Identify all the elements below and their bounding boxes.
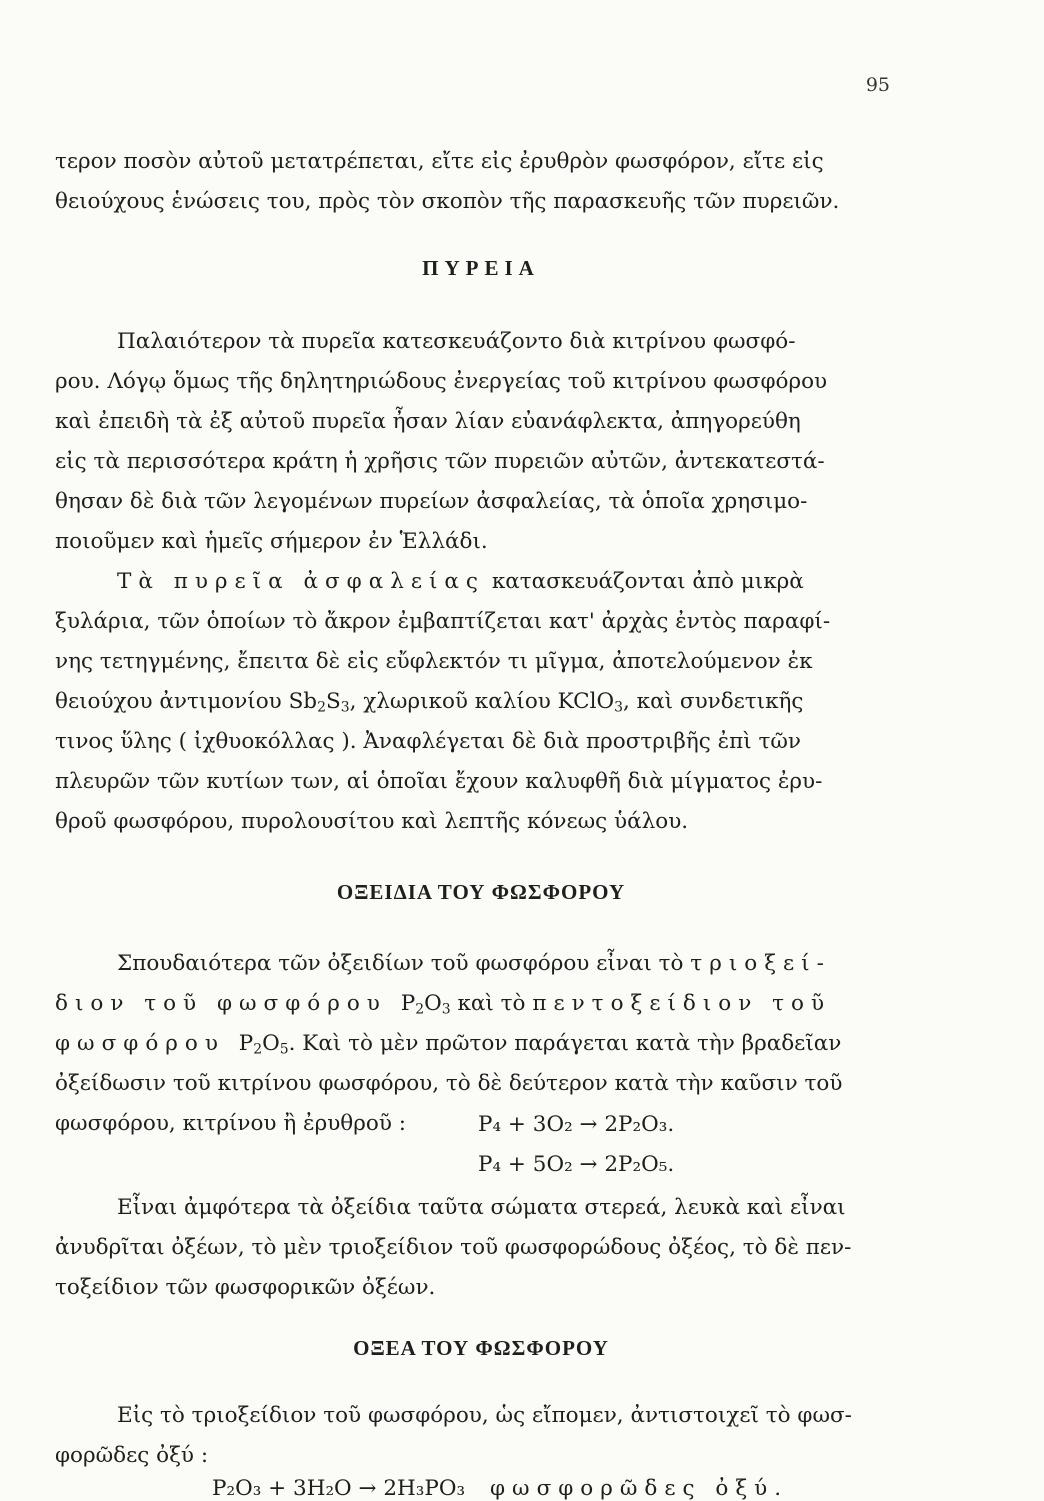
pyreia-line-5: θησαν δὲ διὰ τῶν λεγομένων πυρείων ἀσφαλείας, τὰ ὁποῖα χρησιμο- (55, 489, 808, 514)
safety-line-1-rest: κατασκευάζονται ἀπὸ μικρὰ (484, 569, 804, 594)
section-heading-pyreia: ΠΥΡΕΙΑ (422, 256, 540, 280)
oxides-line-1-a: Σπουδαιότερα τῶν ὀξειδίων τοῦ φωσφόρου εἶναι τὸ (117, 951, 691, 976)
oxides-term-trioxide: τριοξεί- (690, 951, 831, 976)
oxides-line-3-b: P (238, 1031, 254, 1056)
oxides-line-5: φωσφόρου, κιτρίνου ἢ ἐρυθροῦ : (55, 1111, 406, 1136)
safety-spaced-term: Τὰ πυρεῖα ἀσφαλείας (117, 569, 485, 594)
section-heading-oxides: ΟΞΕΙΔΙΑ ΤΟΥ ΦΩΣΦΟΡΟΥ (336, 880, 626, 904)
safety-line-2: ξυλάρια, τῶν ὁποίων τὸ ἄκρον ἐμβαπτίζεται κατ' ἀρχὰς ἐντὸς παραφί- (55, 609, 831, 634)
oxides-after-line-2: ἀνυδρῖται ὀξέων, τὸ μὲν τριοξείδιον τοῦ φωσφορώδους ὀξέος, τὸ δὲ πεν- (55, 1235, 852, 1260)
safety-line-4-b: S (325, 689, 341, 714)
oxides-line-2-d: καὶ τὸ (450, 991, 533, 1016)
oxides-line-3-a: φωσφόρου (55, 1031, 239, 1056)
equation-phosphorous-acid-name: φωσφορῶδες ὀξύ. (489, 1476, 789, 1501)
intro-line-1: τερον ποσὸν αὐτοῦ μετατρέπεται, εἴτε εἰς ἐρυθρὸν φωσφόρον, εἴτε εἰς (55, 149, 824, 174)
safety-line-3: νης τετηγμένης, ἔπειτα δὲ εἰς εὔφλεκτόν τι μῖγμα, ἀποτελούμενον ἐκ (55, 649, 813, 674)
intro-line-2: θειούχους ἑνώσεις του, πρὸς τὸν σκοπὸν τῆς παρασκευῆς τῶν πυρειῶν. (55, 189, 840, 214)
section-heading-acids: ΟΞΕΑ ΤΟΥ ΦΩΣΦΟΡΟΥ (353, 1336, 609, 1360)
safety-line-6: πλευρῶν τῶν κυτίων των, αἱ ὁποῖαι ἔχουν καλυφθῆ διὰ μίγματος ἐρυ- (55, 769, 823, 794)
oxides-line-3-c: O (262, 1031, 280, 1056)
oxides-line-3: φωσφόρου $P_2O_5$. Καὶ τὸ μὲν πρῶτον παράγεται κατὰ τὴν βραδεῖαν (55, 1031, 842, 1058)
pyreia-line-4: εἰς τὰ περισσότερα κράτη ἡ χρῆσις τῶν πυρειῶν αὐτῶν, ἀντεκατεστά- (55, 449, 825, 474)
safety-line-4-c: , χλωρικοῦ καλίου KClO (349, 689, 615, 714)
equation-phosphorous-acid (212, 1476, 788, 1501)
safety-line-1 (55, 562, 907, 602)
oxides-line-2-a: διον τοῦ φωσφόρου (55, 991, 401, 1016)
oxides-line-1 (55, 944, 907, 984)
equation-phosphorous-acid-formula: P₂O₃ + 3H₂O → 2H₃PO₃ (212, 1476, 466, 1501)
pyreia-line-1: Παλαιότερον τὰ πυρεῖα κατεσκευάζοντο διὰ κιτρίνου φωσφό- (117, 329, 796, 354)
oxides-after-line-3: τοξείδιον τῶν φωσφορικῶν ὀξέων. (55, 1275, 436, 1300)
equation-p2o3: P₄ + 3O₂ → 2P₂O₃. (478, 1112, 675, 1137)
oxides-line-2-c: O (424, 991, 442, 1016)
oxides-term-pentoxide: πεντοξείδιον τοῦ (532, 991, 832, 1016)
oxides-line-4: ὀξείδωσιν τοῦ κιτρίνου φωσφόρου, τὸ δὲ δεύτερον κατὰ τὴν καῦσιν τοῦ (55, 1071, 843, 1096)
safety-line-4-d: , καὶ συνδετικῆς (623, 689, 804, 714)
page-number: 95 (865, 74, 890, 96)
safety-line-4: θειούχου ἀντιμονίου $Sb_2S_3$, χλωρικοῦ καλίου KClO$_3$, καὶ συνδετικῆς (55, 689, 804, 716)
oxides-line-2-b: P (400, 991, 416, 1016)
pyreia-line-6: ποιοῦμεν καὶ ἡμεῖς σήμερον ἐν Ἑλλάδι. (55, 529, 488, 554)
oxides-after-line-1: Εἶναι ἀμφότερα τὰ ὀξείδια ταῦτα σώματα στερεά, λευκὰ καὶ εἶναι (117, 1195, 846, 1220)
pyreia-line-2: ρου. Λόγῳ ὅμως τῆς δηλητηριώδους ἐνεργείας τοῦ κιτρίνου φωσφόρου (55, 369, 828, 394)
acids-line-1: Εἰς τὸ τριοξείδιον τοῦ φωσφόρου, ὡς εἴπομεν, ἀντιστοιχεῖ τὸ φωσ- (117, 1403, 852, 1428)
safety-line-7: θροῦ φωσφόρου, πυρολουσίτου καὶ λεπτῆς κόνεως ὑάλου. (55, 809, 689, 834)
equation-p2o5: P₄ + 5O₂ → 2P₂O₅. (478, 1152, 675, 1177)
acids-line-2: φορῶδες ὀξύ : (55, 1443, 209, 1468)
safety-line-5: τινος ὕλης ( ἰχθυοκόλλας ). Ἀναφλέγεται δὲ διὰ προστριβῆς ἐπὶ τῶν (55, 729, 802, 754)
oxides-line-2: διον τοῦ φωσφόρου $P_2O_3$ καὶ τὸ πεντοξείδιον τοῦ (55, 991, 832, 1018)
safety-line-4-a: θειούχου ἀντιμονίου Sb (55, 689, 318, 714)
oxides-line-3-d: . Καὶ τὸ μὲν πρῶτον παράγεται κατὰ τὴν βραδεῖαν (288, 1031, 842, 1056)
pyreia-line-3: καὶ ἐπειδὴ τὰ ἐξ αὐτοῦ πυρεῖα ἦσαν λίαν εὐανάφλεκτα, ἀπηγορεύθη (55, 409, 801, 434)
